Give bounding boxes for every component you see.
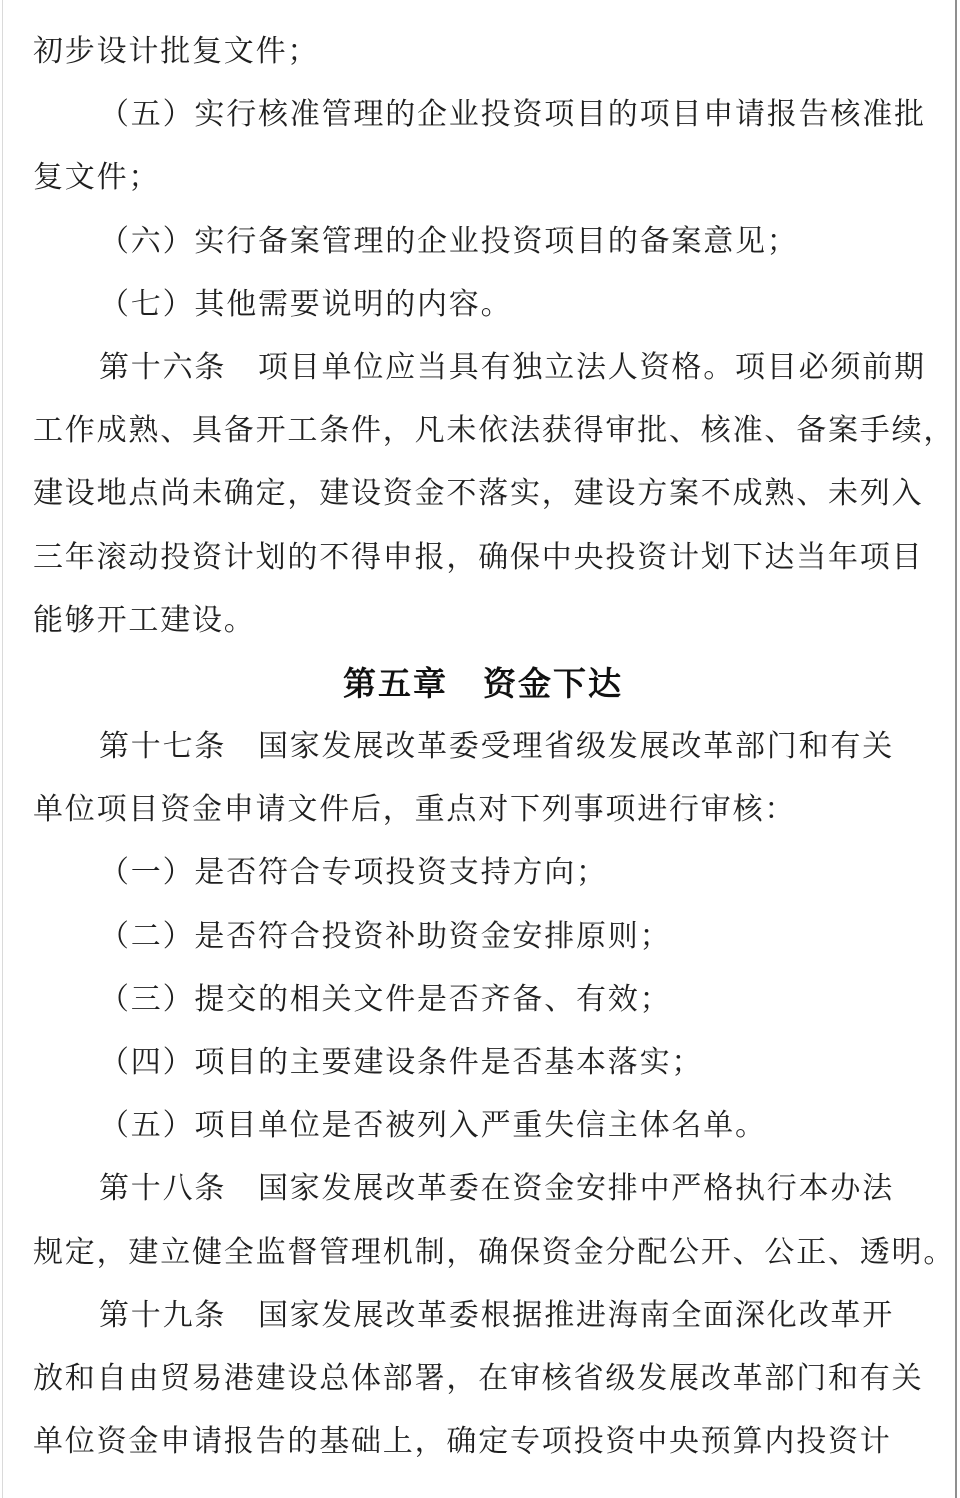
document-line: 三年滚动投资计划的不得申报，确保中央投资计划下达当年项目 <box>33 540 924 574</box>
document-line: （四）项目的主要建设条件是否基本落实； <box>99 1046 704 1079</box>
document-line: （五）实行核准管理的企业投资项目的项目申请报告核准批 <box>99 98 926 132</box>
document-line: （六）实行备案管理的企业投资项目的备案意见； <box>99 224 799 258</box>
document-line: 工作成熟、具备开工条件，凡未依法获得审批、核准、备案手续， <box>33 414 956 448</box>
document-line: 第十六条 项目单位应当具有独立法人资格。项目必须前期 <box>99 350 926 384</box>
document-line: 单位项目资金申请文件后，重点对下列事项进行审核： <box>33 793 797 827</box>
document-line: （一）是否符合专项投资支持方向； <box>99 856 608 890</box>
document-line: 第十八条 国家发展改革委在资金安排中严格执行本办法 <box>99 1172 894 1206</box>
document-body <box>33 20 956 1473</box>
document-line: 第十九条 国家发展改革委根据推进海南全面深化改革开 <box>99 1298 894 1332</box>
document-line: 规定，建立健全监督管理机制，确保资金分配公开、公正、透明。 <box>33 1235 956 1269</box>
page-left-border <box>2 0 3 1498</box>
document-line: （三）提交的相关文件是否齐备、有效； <box>99 982 672 1016</box>
document-line: 第十七条 国家发展改革委受理省级发展改革部门和有关 <box>99 730 894 764</box>
document-line: 放和自由贸易港建设总体部署，在审核省级发展改革部门和有关 <box>33 1361 924 1395</box>
document-line: 建设地点尚未确定，建设资金不落实，建设方案不成熟、未列入 <box>33 477 924 511</box>
page-right-border <box>955 0 957 1498</box>
document-line: （五）项目单位是否被列入严重失信主体名单。 <box>99 1109 767 1143</box>
document-line: 能够开工建设。 <box>33 603 256 637</box>
chapter-heading: 第五章 资金下达 <box>343 664 623 702</box>
document-line: 单位资金申请报告的基础上，确定专项投资中央预算内投资计 <box>33 1425 892 1459</box>
document-line: （二）是否符合投资补助资金安排原则； <box>99 919 672 953</box>
document-line: （七）其他需要说明的内容。 <box>99 287 513 321</box>
document-line: 复文件； <box>33 161 161 195</box>
document-line: 初步设计批复文件； <box>33 35 320 68</box>
